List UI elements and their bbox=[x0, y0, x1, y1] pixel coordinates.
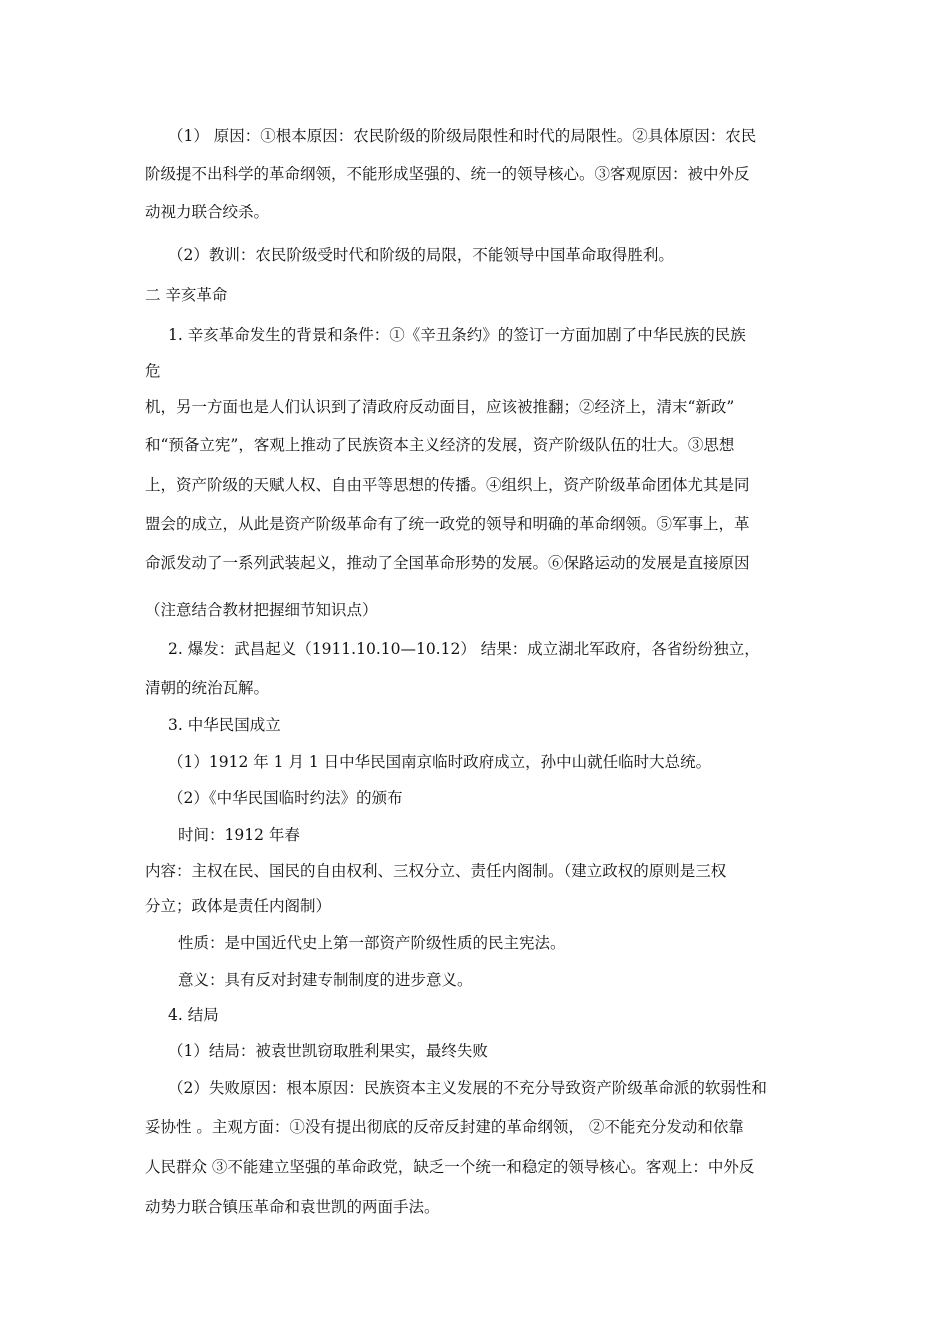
paragraph-line: 2. 爆发：武昌起义（1911.10.10—10.12） 结果：成立湖北军政府，各省纷纷独立， bbox=[168, 640, 760, 658]
paragraph-line: 分立；政体是责任内阁制） bbox=[145, 897, 332, 915]
paragraph-line: （2）失败原因：根本原因：民族资本主义发展的不充分导致资产阶级革命派的软弱性和 bbox=[168, 1079, 767, 1097]
paragraph-line: 上，资产阶级的天赋人权、自由平等思想的传播。④组织上，资产阶级革命团体尤其是同 bbox=[145, 476, 750, 494]
paragraph-line: （1）1912 年 1 月 1 日中华民国南京临时政府成立，孙中山就任临时大总统。 bbox=[168, 753, 712, 771]
paragraph-line: 危 bbox=[145, 362, 161, 380]
paragraph-line: 内容：主权在民、国民的自由权利、三权分立、责任内阁制。（建立政权的原则是三权 bbox=[145, 862, 727, 880]
paragraph-line: （2）教训：农民阶级受时代和阶级的局限，不能领导中国革命取得胜利。 bbox=[168, 246, 674, 264]
paragraph-line: 清朝的统治瓦解。 bbox=[145, 679, 270, 697]
paragraph-line: 机，另一方面也是人们认识到了清政府反动面目，应该被推翻；②经济上，清末“新政” bbox=[145, 398, 735, 416]
paragraph-line: 和“预备立宪”，客观上推动了民族资本主义经济的发展，资产阶级队伍的壮大。③思想 bbox=[145, 436, 735, 454]
section-heading: 二 辛亥革命 bbox=[145, 286, 228, 304]
paragraph-line: 时间：1912 年春 bbox=[178, 826, 300, 844]
paragraph-line: （2）《中华民国临时约法》的颁布 bbox=[168, 789, 403, 807]
subsection-heading: 3. 中华民国成立 bbox=[168, 716, 281, 734]
paragraph-line: 动势力联合镇压革命和袁世凯的两面手法。 bbox=[145, 1198, 440, 1216]
subsection-heading: 4. 结局 bbox=[168, 1006, 219, 1024]
paragraph-line: 妥协性 。主观方面：①没有提出彻底的反帝反封建的革命纲领， ②不能充分发动和依靠 bbox=[145, 1118, 744, 1136]
paragraph-line: 动视力联合绞杀。 bbox=[145, 203, 270, 221]
paragraph-line: （注意结合教材把握细节知识点） bbox=[145, 601, 378, 619]
paragraph-line: 盟会的成立，从此是资产阶级革命有了统一政党的领导和明确的革命纲领。⑤军事上，革 bbox=[145, 515, 750, 533]
paragraph-line: （1） 原因：①根本原因：农民阶级的阶级局限性和时代的局限性。②具体原因：农民 bbox=[168, 127, 757, 145]
paragraph-line: 人民群众 ③不能建立坚强的革命政党，缺乏一个统一和稳定的领导核心。客观上：中外反 bbox=[145, 1158, 755, 1176]
paragraph-line: 命派发动了一系列武装起义，推动了全国革命形势的发展。⑥保路运动的发展是直接原因 bbox=[145, 554, 750, 572]
paragraph-line: 阶级提不出科学的革命纲领，不能形成坚强的、统一的领导核心。③客观原因：被中外反 bbox=[145, 165, 750, 183]
paragraph-line: （1）结局：被袁世凯窃取胜利果实，最终失败 bbox=[168, 1042, 488, 1060]
paragraph-line: 1. 辛亥革命发生的背景和条件：①《辛丑条约》的签订一方面加剧了中华民族的民族 bbox=[168, 326, 746, 344]
paragraph-line: 意义：具有反对封建专制制度的进步意义。 bbox=[178, 971, 473, 989]
paragraph-line: 性质：是中国近代史上第一部资产阶级性质的民主宪法。 bbox=[178, 934, 566, 952]
